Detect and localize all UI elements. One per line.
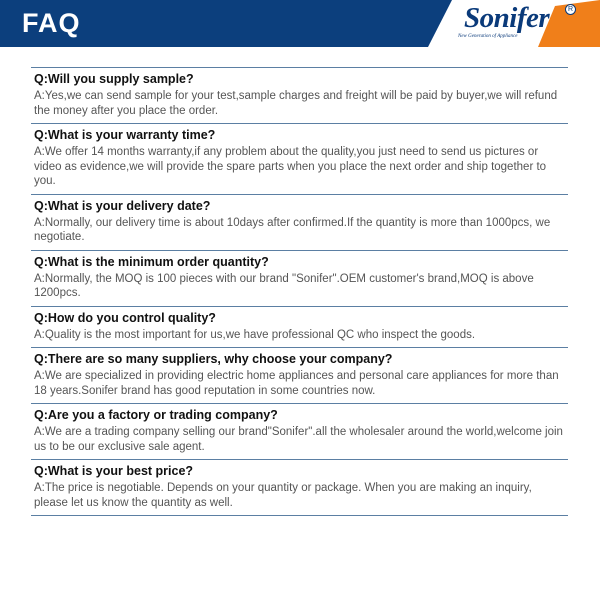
faq-question: Q:What is your delivery date? — [34, 198, 211, 213]
faq-question: Q:What is the minimum order quantity? — [34, 254, 269, 269]
faq-answer: A:The price is negotiable. Depends on your quantity or package. When you are making an inquiry, please let us know the quantity as well. — [34, 482, 532, 509]
faq-answer: A:We are a trading company selling our brand"Sonifer".all the wholesaler around the world,welcome join us to be our exclusive sale agent. — [34, 426, 563, 453]
faq-header — [0, 0, 600, 47]
faq-item — [31, 459, 568, 516]
faq-question: Q:Will you supply sample? — [34, 72, 194, 86]
faq-item — [31, 123, 568, 194]
faq-item — [31, 194, 568, 250]
faq-item — [31, 250, 568, 306]
faq-answer: A:We are specialized in providing electric home appliances and personal care appliances for more than 18 years.Sonifer brand has good reputation in some countries now. — [34, 370, 559, 397]
faq-item — [31, 347, 568, 403]
faq-answer: A:Normally, our delivery time is about 10days after confirmed.If the quantity is more than 1000pcs, we negotiate. — [34, 216, 551, 243]
faq-question: Q:How do you control quality? — [34, 310, 216, 325]
logo-wordmark: Sonifer — [464, 2, 550, 34]
faq-answer: A:Normally, the MOQ is 100 pieces with our brand "Sonifer".OEM customer's brand,MOQ is above 1200pcs. — [34, 272, 534, 299]
faq-question: Q:Are you a factory or trading company? — [34, 408, 278, 422]
page-title: FAQ — [22, 8, 81, 38]
faq-item — [31, 306, 568, 348]
faq-question: Q:There are so many suppliers, why choose your company? — [34, 352, 393, 366]
faq-question: Q:What is your warranty time? — [34, 128, 216, 142]
faq-question: Q:What is your best price? — [34, 464, 194, 478]
faq-answer: A:Yes,we can send sample for your test,sample charges and freight will be paid by buyer,we will refund the money after you place the order. — [34, 90, 558, 117]
faq-answer: A:Quality is the most important for us,we have professional QC who inspect the goods. — [34, 328, 476, 341]
faq-item — [31, 67, 568, 123]
faq-answer: A:We offer 14 months warranty,if any problem about the quality,you just need to send us pictures or video as evidence,we will provide the spare parts when you place the next order and ship together to you. — [34, 146, 547, 187]
logo-tagline: New Generation of Appliance — [458, 34, 518, 39]
registered-mark-icon: R — [565, 4, 576, 15]
faq-item — [31, 403, 568, 459]
faq-list — [31, 67, 568, 516]
